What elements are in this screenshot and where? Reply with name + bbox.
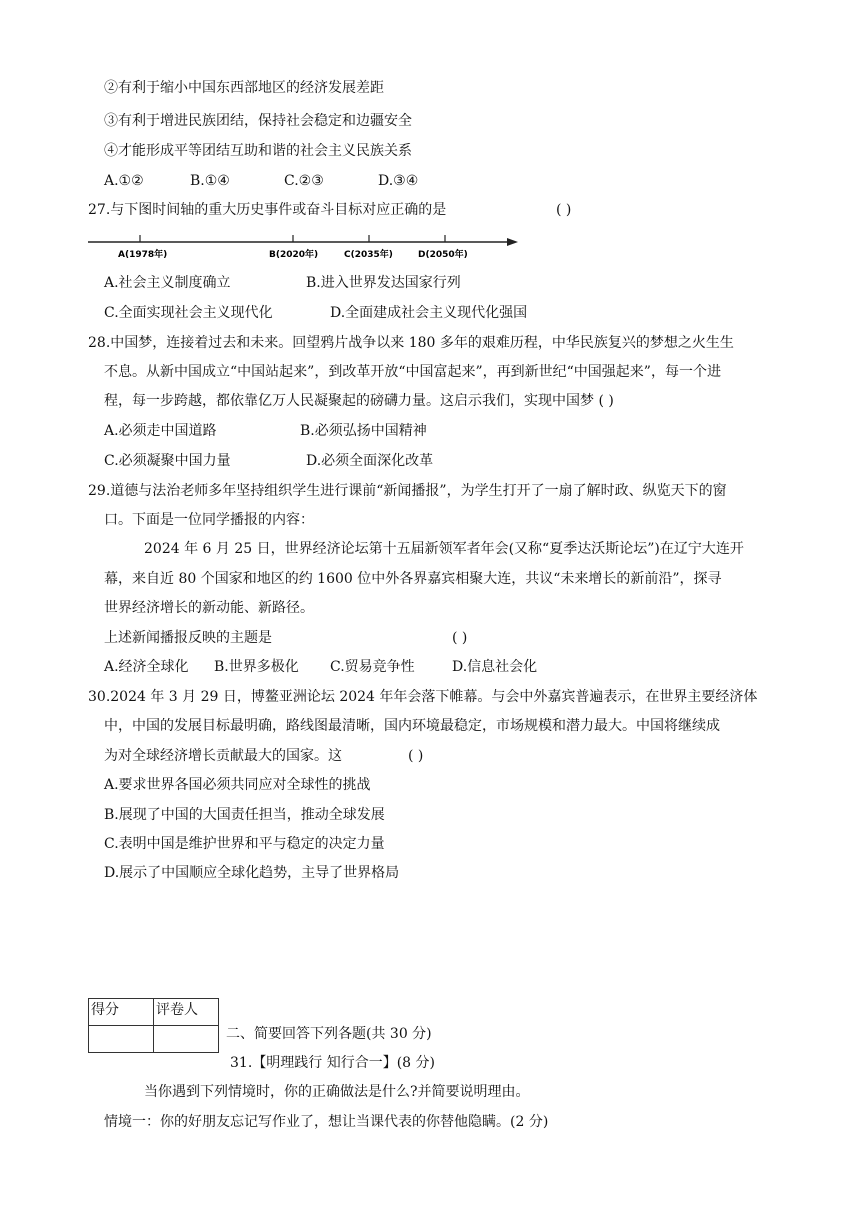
q26-choice-c: C.②③ (284, 173, 324, 189)
score-table (88, 998, 219, 1053)
grader-header: 评卷人 (154, 999, 219, 1026)
q30-line-3: 为对全球经济增长贡献最大的国家。这 (104, 748, 342, 764)
q31-scenario-1: 情境一：你的好朋友忘记写作业了，想让当课代表的你替他隐瞒。(2 分) (104, 1114, 549, 1130)
q29-news-line-2: 幕，来自近 80 个国家和地区的约 1600 位中外各界嘉宾相聚大连，共议“未来增长的新前沿”，探寻 (104, 571, 722, 587)
q30-answer-bracket: ( ) (408, 748, 424, 764)
q29-news-line-1: 2024 年 6 月 25 日，世界经济论坛第十五届新领军者年会(又称“夏季达沃斯论坛”)在辽宁大连开 (144, 541, 744, 557)
grader-cell[interactable] (154, 1026, 219, 1053)
q27-answer-bracket: ( ) (556, 202, 572, 218)
timeline-label-b: B(2020年) (269, 250, 319, 260)
q29-choice-b: B.世界多极化 (214, 659, 299, 675)
timeline-label-d: D(2050年) (418, 250, 468, 260)
q30-line-1: 30.2024 年 3 月 29 日，博鳌亚洲论坛 2024 年年会落下帷幕。与会中外嘉宾普遍表示，在世界主要经济体 (88, 689, 758, 705)
q28-line-1: 28.中国梦，连接着过去和未来。回望鸦片战争以来 180 多年的艰难历程，中华民族复兴的梦想之火生生 (88, 335, 734, 351)
timeline-figure (88, 232, 518, 262)
timeline-arrow-icon (507, 238, 518, 246)
score-header: 得分 (89, 999, 154, 1026)
q29-question: 上述新闻播报反映的主题是 (104, 630, 272, 646)
timeline-label-a: A(1978年) (118, 250, 168, 260)
q26-statement-3: ③有利于增进民族团结，保持社会稳定和边疆安全 (104, 113, 412, 129)
q30-choice-c: C.表明中国是维护世界和平与稳定的决定力量 (104, 836, 385, 852)
q28-choice-d: D.必须全面深化改革 (306, 453, 434, 469)
q27-stem: 27.与下图时间轴的重大历史事件或奋斗目标对应正确的是 (88, 202, 447, 218)
q28-line-2: 不息。从新中国成立“中国站起来”，到改革开放“中国富起来”，再到新世纪“中国强起来”，每一个进 (104, 364, 721, 380)
q26-choice-b: B.①④ (190, 173, 230, 189)
q31-instructions: 当你遇到下列情境时，你的正确做法是什么?并简要说明理由。 (144, 1084, 530, 1100)
q31-title: 31.【明理践行 知行合一】(8 分) (230, 1055, 435, 1071)
q27-choice-d: D.全面建成社会主义现代化强国 (330, 305, 528, 321)
q28-choice-c: C.必须凝聚中国力量 (104, 453, 231, 469)
timeline-label-c: C(2035年) (344, 250, 393, 260)
q29-news-line-3: 世界经济增长的新动能、新路径。 (104, 600, 314, 616)
section-2-title: 二、简要回答下列各题(共 30 分) (226, 1026, 432, 1042)
q29-choice-c: C.贸易竞争性 (330, 659, 415, 675)
q26-choice-d: D.③④ (378, 173, 419, 189)
q26-statement-2: ②有利于缩小中国东西部地区的经济发展差距 (104, 80, 384, 96)
q27-choice-a: A.社会主义制度确立 (104, 275, 231, 291)
q27-choice-b: B.进入世界发达国家行列 (306, 275, 461, 291)
q29-line-1: 29.道德与法治老师多年坚持组织学生进行课前“新闻播报”，为学生打开了一扇了解时政、纵览天下的窗 (88, 483, 727, 499)
q26-statement-4: ④才能形成平等团结互助和谐的社会主义民族关系 (104, 143, 412, 159)
q29-line-2: 口。下面是一位同学播报的内容： (104, 512, 314, 528)
q26-choice-a: A.①② (104, 173, 144, 189)
score-cell[interactable] (89, 1026, 154, 1053)
q28-choice-a: A.必须走中国道路 (104, 423, 217, 439)
q29-choice-a: A.经济全球化 (104, 659, 189, 675)
q28-choice-b: B.必须弘扬中国精神 (300, 423, 427, 439)
q30-choice-b: B.展现了中国的大国责任担当，推动全球发展 (104, 807, 385, 823)
q29-answer-bracket: ( ) (452, 630, 468, 646)
q29-choice-d: D.信息社会化 (452, 659, 538, 675)
q30-choice-d: D.展示了中国顺应全球化趋势，主导了世界格局 (104, 865, 400, 881)
q28-line-3: 程，每一步跨越，都依靠亿万人民凝聚起的磅礴力量。这启示我们，实现中国梦 ( ) (104, 393, 614, 409)
q30-line-2: 中，中国的发展目标最明确，路线图最清晰，国内环境最稳定，市场规模和潜力最大。中国将继续成 (104, 718, 720, 734)
q27-choice-c: C.全面实现社会主义现代化 (104, 305, 273, 321)
q30-choice-a: A.要求世界各国必须共同应对全球性的挑战 (104, 777, 371, 793)
